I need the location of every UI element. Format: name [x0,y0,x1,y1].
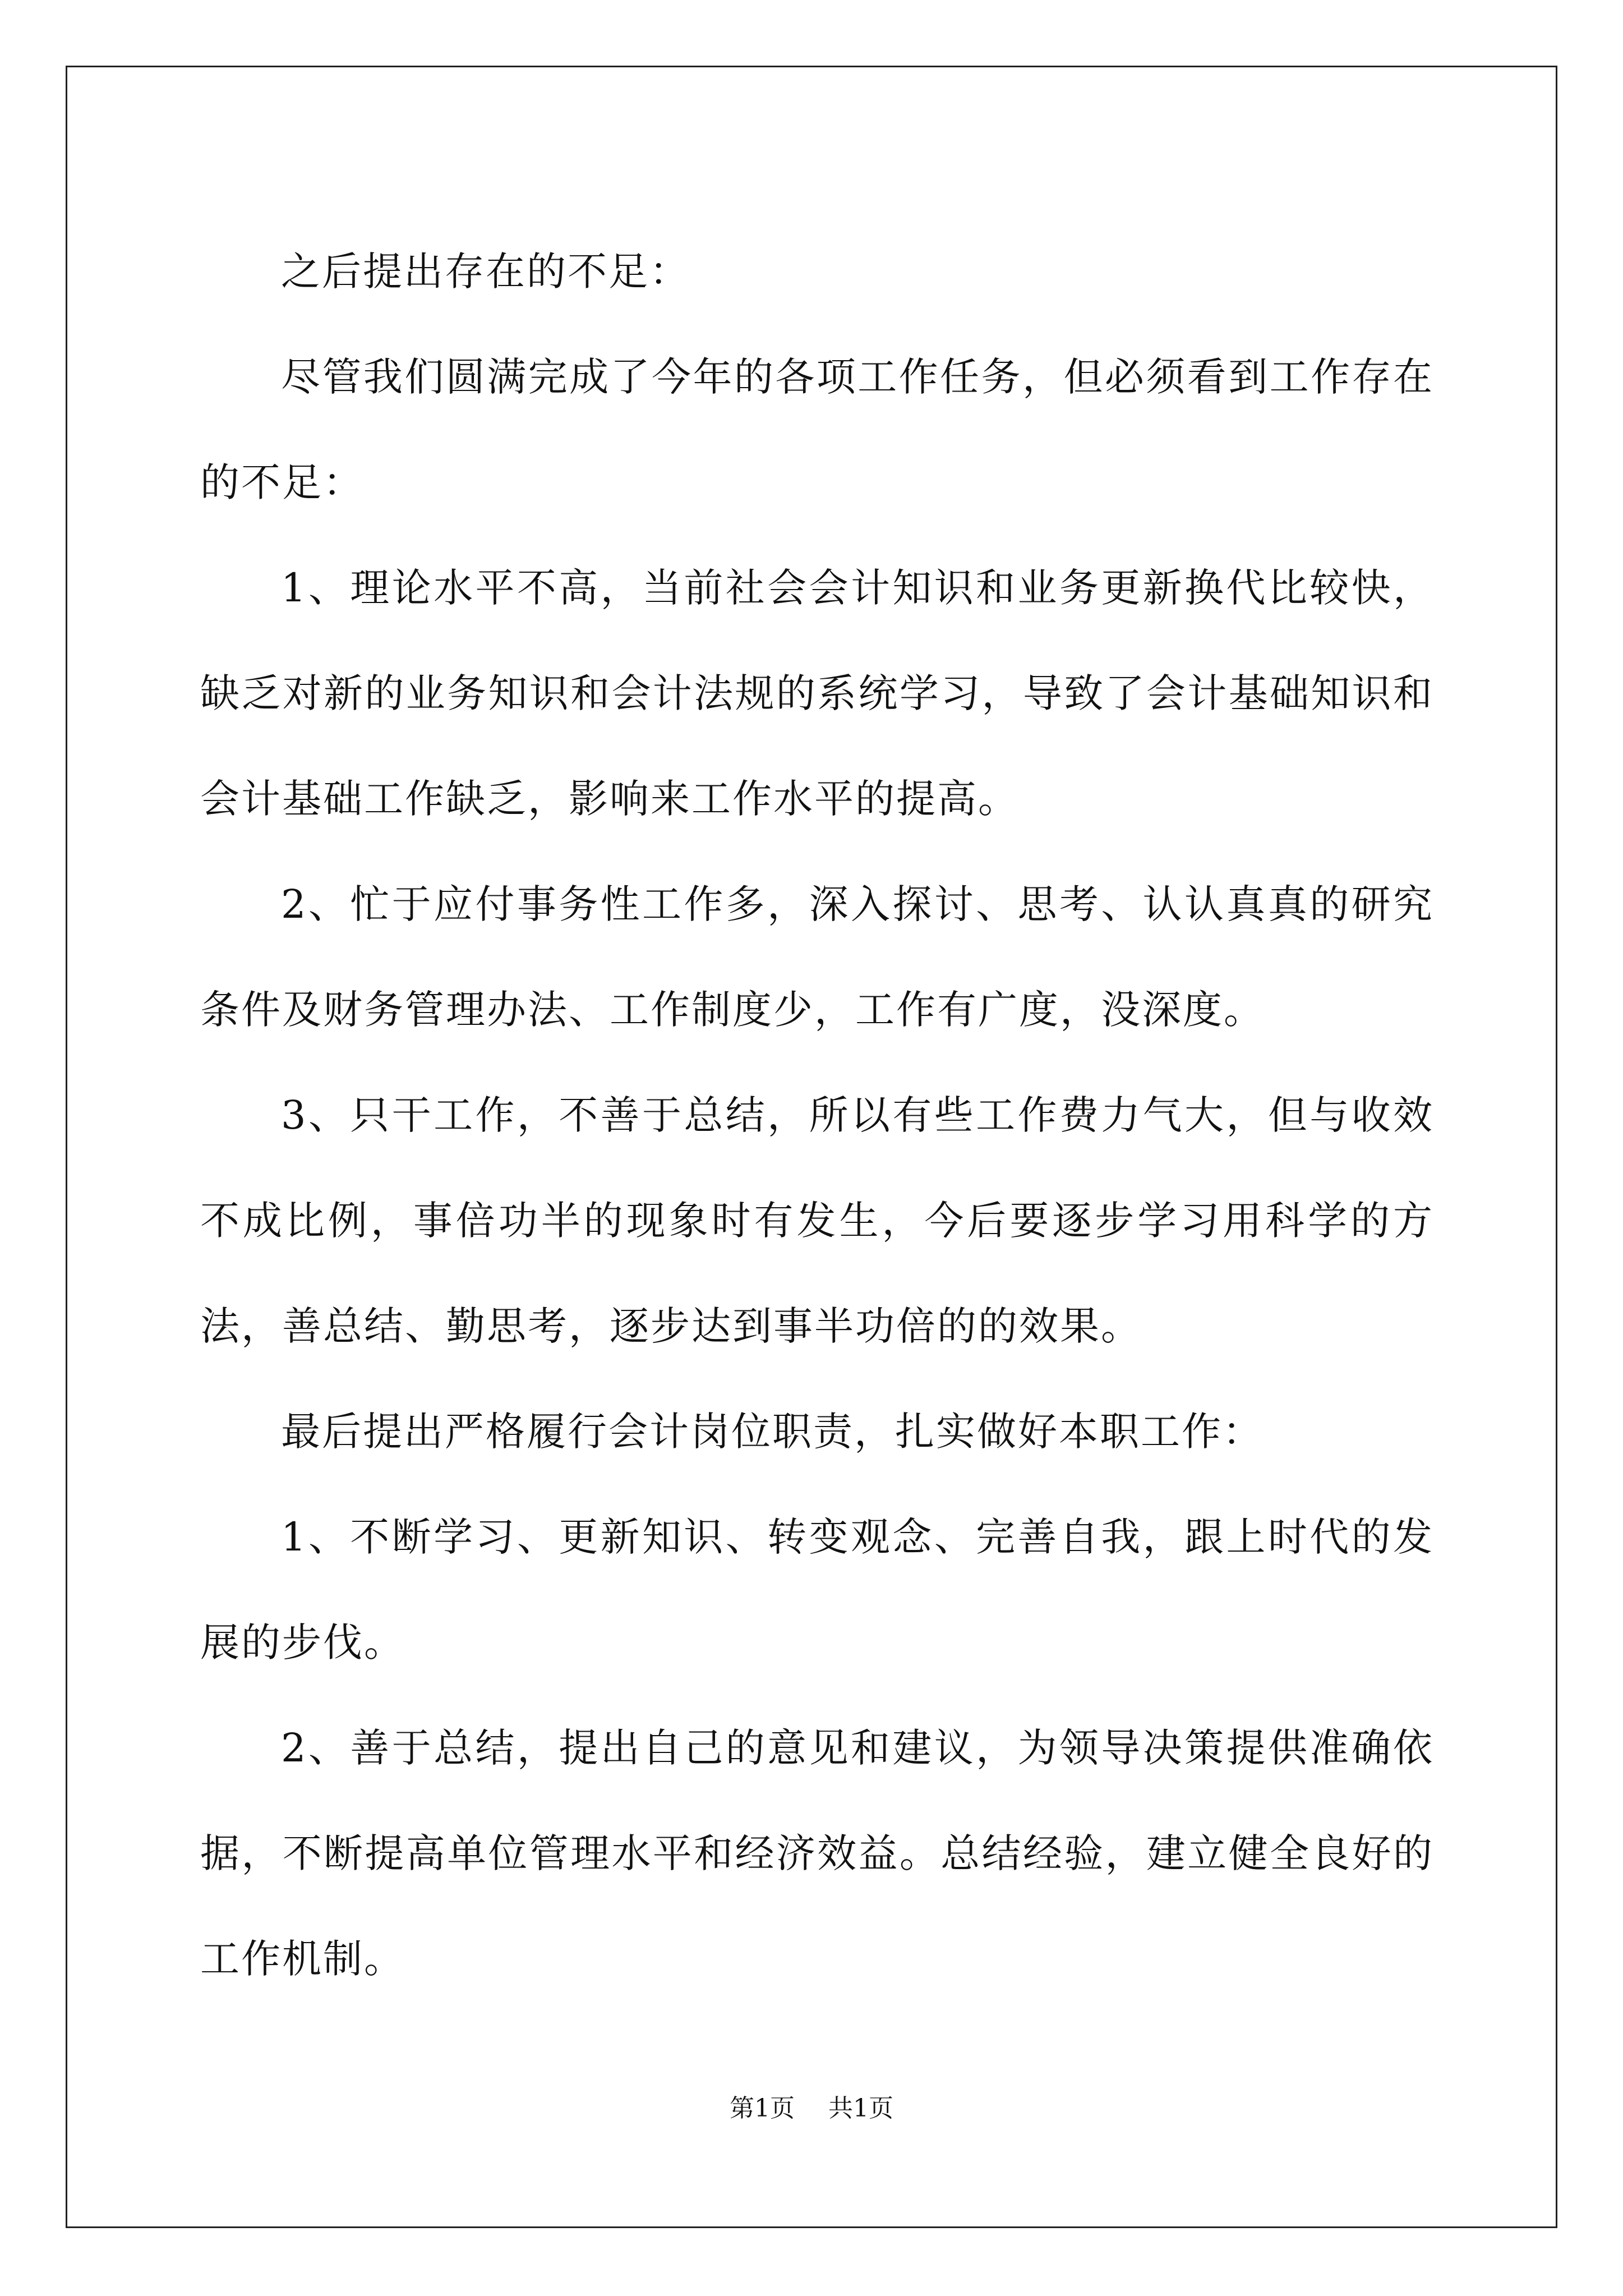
paragraph-intro: 之后提出存在的不足： [281,249,690,295]
paragraph-duty-2: 2、善于总结，提出自己的意见和建议，为领导决策提供准确依据，不断提高单位管理水平和经济效益。总结经验，建立健全良好的工作机制。 [200,1725,1434,1982]
paragraph-point-3: 3、只干工作，不善于总结，所以有些工作费力气大，但与收效不成比例，事倍功半的现象时有发生，今后要逐步学习用科学的方法，善总结、勤思考，逐步达到事半功倍的的效果。 [200,1092,1434,1349]
page-footer [0,2088,1623,2124]
document-body [200,219,1434,2012]
paragraph-point-1: 1、理论水平不高，当前社会会计知识和业务更新换代比较快，缺乏对新的业务知识和会计法规的系统学习，导致了会计基础知识和会计基础工作缺乏，影响来工作水平的提高。 [200,565,1434,822]
page-total: 共1页 [828,2094,893,2123]
paragraph-duty-1: 1、不断学习、更新知识、转变观念、完善自我，跟上时代的发展的步伐。 [200,1514,1434,1665]
paragraph-shortcomings: 尽管我们圆满完成了今年的各项工作任务，但必须看到工作存在的不足： [200,354,1434,505]
page-number: 第1页 [730,2094,795,2123]
paragraph-duties-intro: 最后提出严格履行会计岗位职责，扎实做好本职工作： [281,1409,1264,1455]
paragraph-point-2: 2、忙于应付事务性工作多，深入探讨、思考、认认真真的研究条件及财务管理办法、工作制度少，工作有广度，没深度。 [200,881,1434,1033]
